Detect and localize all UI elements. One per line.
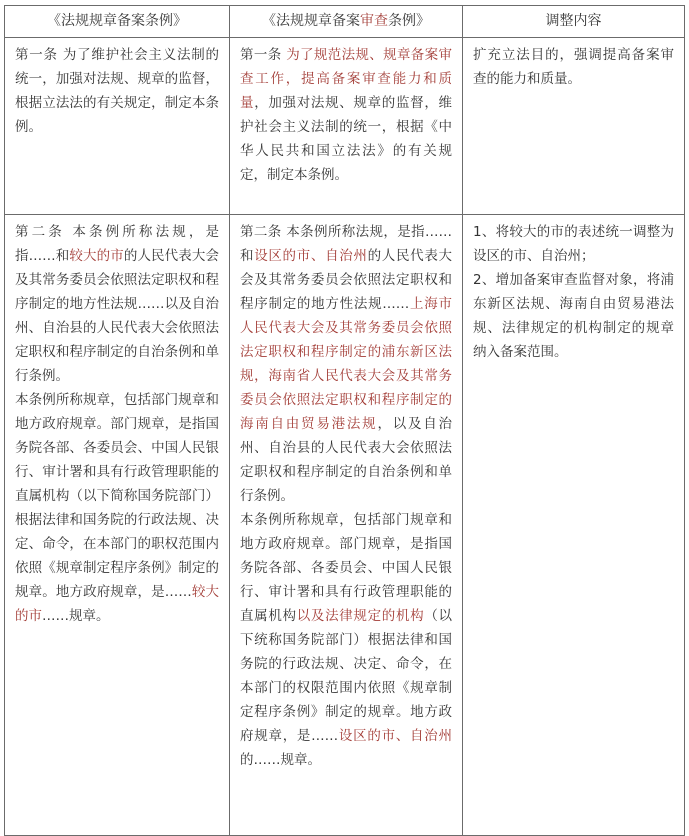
text-span: （以下统称国务院部门）根据法律和国务院的行政法规、决定、命令，在本部门的权限范围内依照《规章制定程序条例》制定的规章。地方政府规章，是…… — [240, 608, 453, 744]
highlight-span: 较大的市 — [15, 584, 220, 624]
comparison-table — [4, 5, 685, 836]
cell-change-article-1 — [463, 38, 685, 215]
text-span: 本条例所称规章，包括部门规章和地方政府规章。部门规章，是指国务院各部、各委员会、中国人民银行、审计署和具有行政管理职能的直属机构（以下简称国务院部门）根据法律和国务院的行政法规、决定、命令，在本部门的职权范围内依照《规章制定程序条例》制定的规章。地方政府规章，是…… — [15, 392, 219, 600]
text-span: 第二条 本条例所称法规，是指……和 — [15, 224, 219, 264]
new-article-2-text — [230, 215, 462, 778]
table-row — [5, 38, 685, 215]
highlight-span: 以及法律规定的机构 — [296, 608, 425, 624]
text-span: 本条例所称规章，包括部门规章和地方政府规章。部门规章，是指国务院各部、各委员会、中国人民银行、审计署和具有行政管理职能的直属机构 — [240, 512, 452, 624]
old-article-2-text — [5, 215, 229, 634]
cell-old-article-1 — [5, 38, 230, 215]
header-changes — [463, 6, 685, 38]
text-span: ……规章。 — [42, 608, 110, 624]
paragraph — [15, 220, 219, 388]
header-new-regulation — [230, 6, 463, 38]
highlight-span: 设区的市、自治州 — [254, 248, 368, 264]
header-new-text-a: 《法规规章备案 — [262, 13, 360, 29]
highlight-span: 较大的市 — [69, 248, 124, 264]
header-new-text-c: 条例》 — [388, 13, 430, 29]
highlight-span: 为了规范法规、规章备案审查工作，提高备案审查能力和质量 — [240, 47, 453, 111]
header-new-text-highlight: 审查 — [360, 13, 388, 29]
highlight-span: 设区的市、自治州 — [338, 728, 453, 744]
paragraph — [15, 388, 219, 628]
old-article-1-text: 第一条 为了维护社会主义法制的统一，加强对法规、规章的监督，根据立法法的有关规定，制定本条例。 — [15, 47, 219, 135]
cell-new-article-1 — [230, 38, 463, 215]
cell-old-article-2 — [5, 215, 230, 836]
paragraph — [240, 508, 452, 772]
cell-change-article-2 — [463, 215, 685, 836]
change-item: 2、增加备案审查监督对象，将浦东新区法规、海南自由贸易港法规、法律规定的机构制定的规章纳入备案范围。 — [473, 272, 674, 360]
text-span: 的……规章。 — [240, 752, 321, 768]
table-row — [5, 215, 685, 836]
text-span: 第二条 本条例所称法规，是指……和 — [240, 224, 452, 264]
text-span: 的人民代表大会及其常务委员会依照法定职权和程序制定的地方性法规…… — [240, 248, 453, 312]
text-span: 第一条 — [240, 47, 287, 63]
cell-new-article-2 — [230, 215, 463, 836]
text-span: ，加强对法规、规章的监督，维护社会主义法制的统一，根据《中华人民共和国立法法》的有关规定，制定本条例。 — [240, 95, 453, 183]
change-article-2-text — [463, 215, 684, 370]
new-article-1-text — [230, 38, 462, 193]
header-changes-text: 调整内容 — [545, 13, 602, 29]
highlight-span: 上海市人民代表大会及其常务委员会依照法定职权和程序制定的浦东新区法规，海南省人民代表大会及其常务委员会依照法定职权和程序制定的海南自由贸易港法规 — [240, 296, 453, 432]
header-old-regulation — [5, 6, 230, 38]
header-old-text: 《法规规章备案条例》 — [47, 13, 187, 29]
change-item: 1、将较大的市的表述统一调整为设区的市、自治州； — [473, 224, 674, 264]
header-row — [5, 6, 685, 38]
text-span: ，以及自治州、自治县的人民代表大会依照法定职权和程序制定的自治条例和单行条例。 — [240, 416, 453, 504]
text-span: 的人民代表大会及其常务委员会依照法定职权和程序制定的地方性法规……以及自治州、自治县的人民代表大会依照法定职权和程序制定的自治条例和单行条例。 — [15, 248, 220, 384]
paragraph — [240, 220, 452, 508]
change-article-1-text: 扩充立法目的，强调提高备案审查的能力和质量。 — [473, 47, 674, 87]
